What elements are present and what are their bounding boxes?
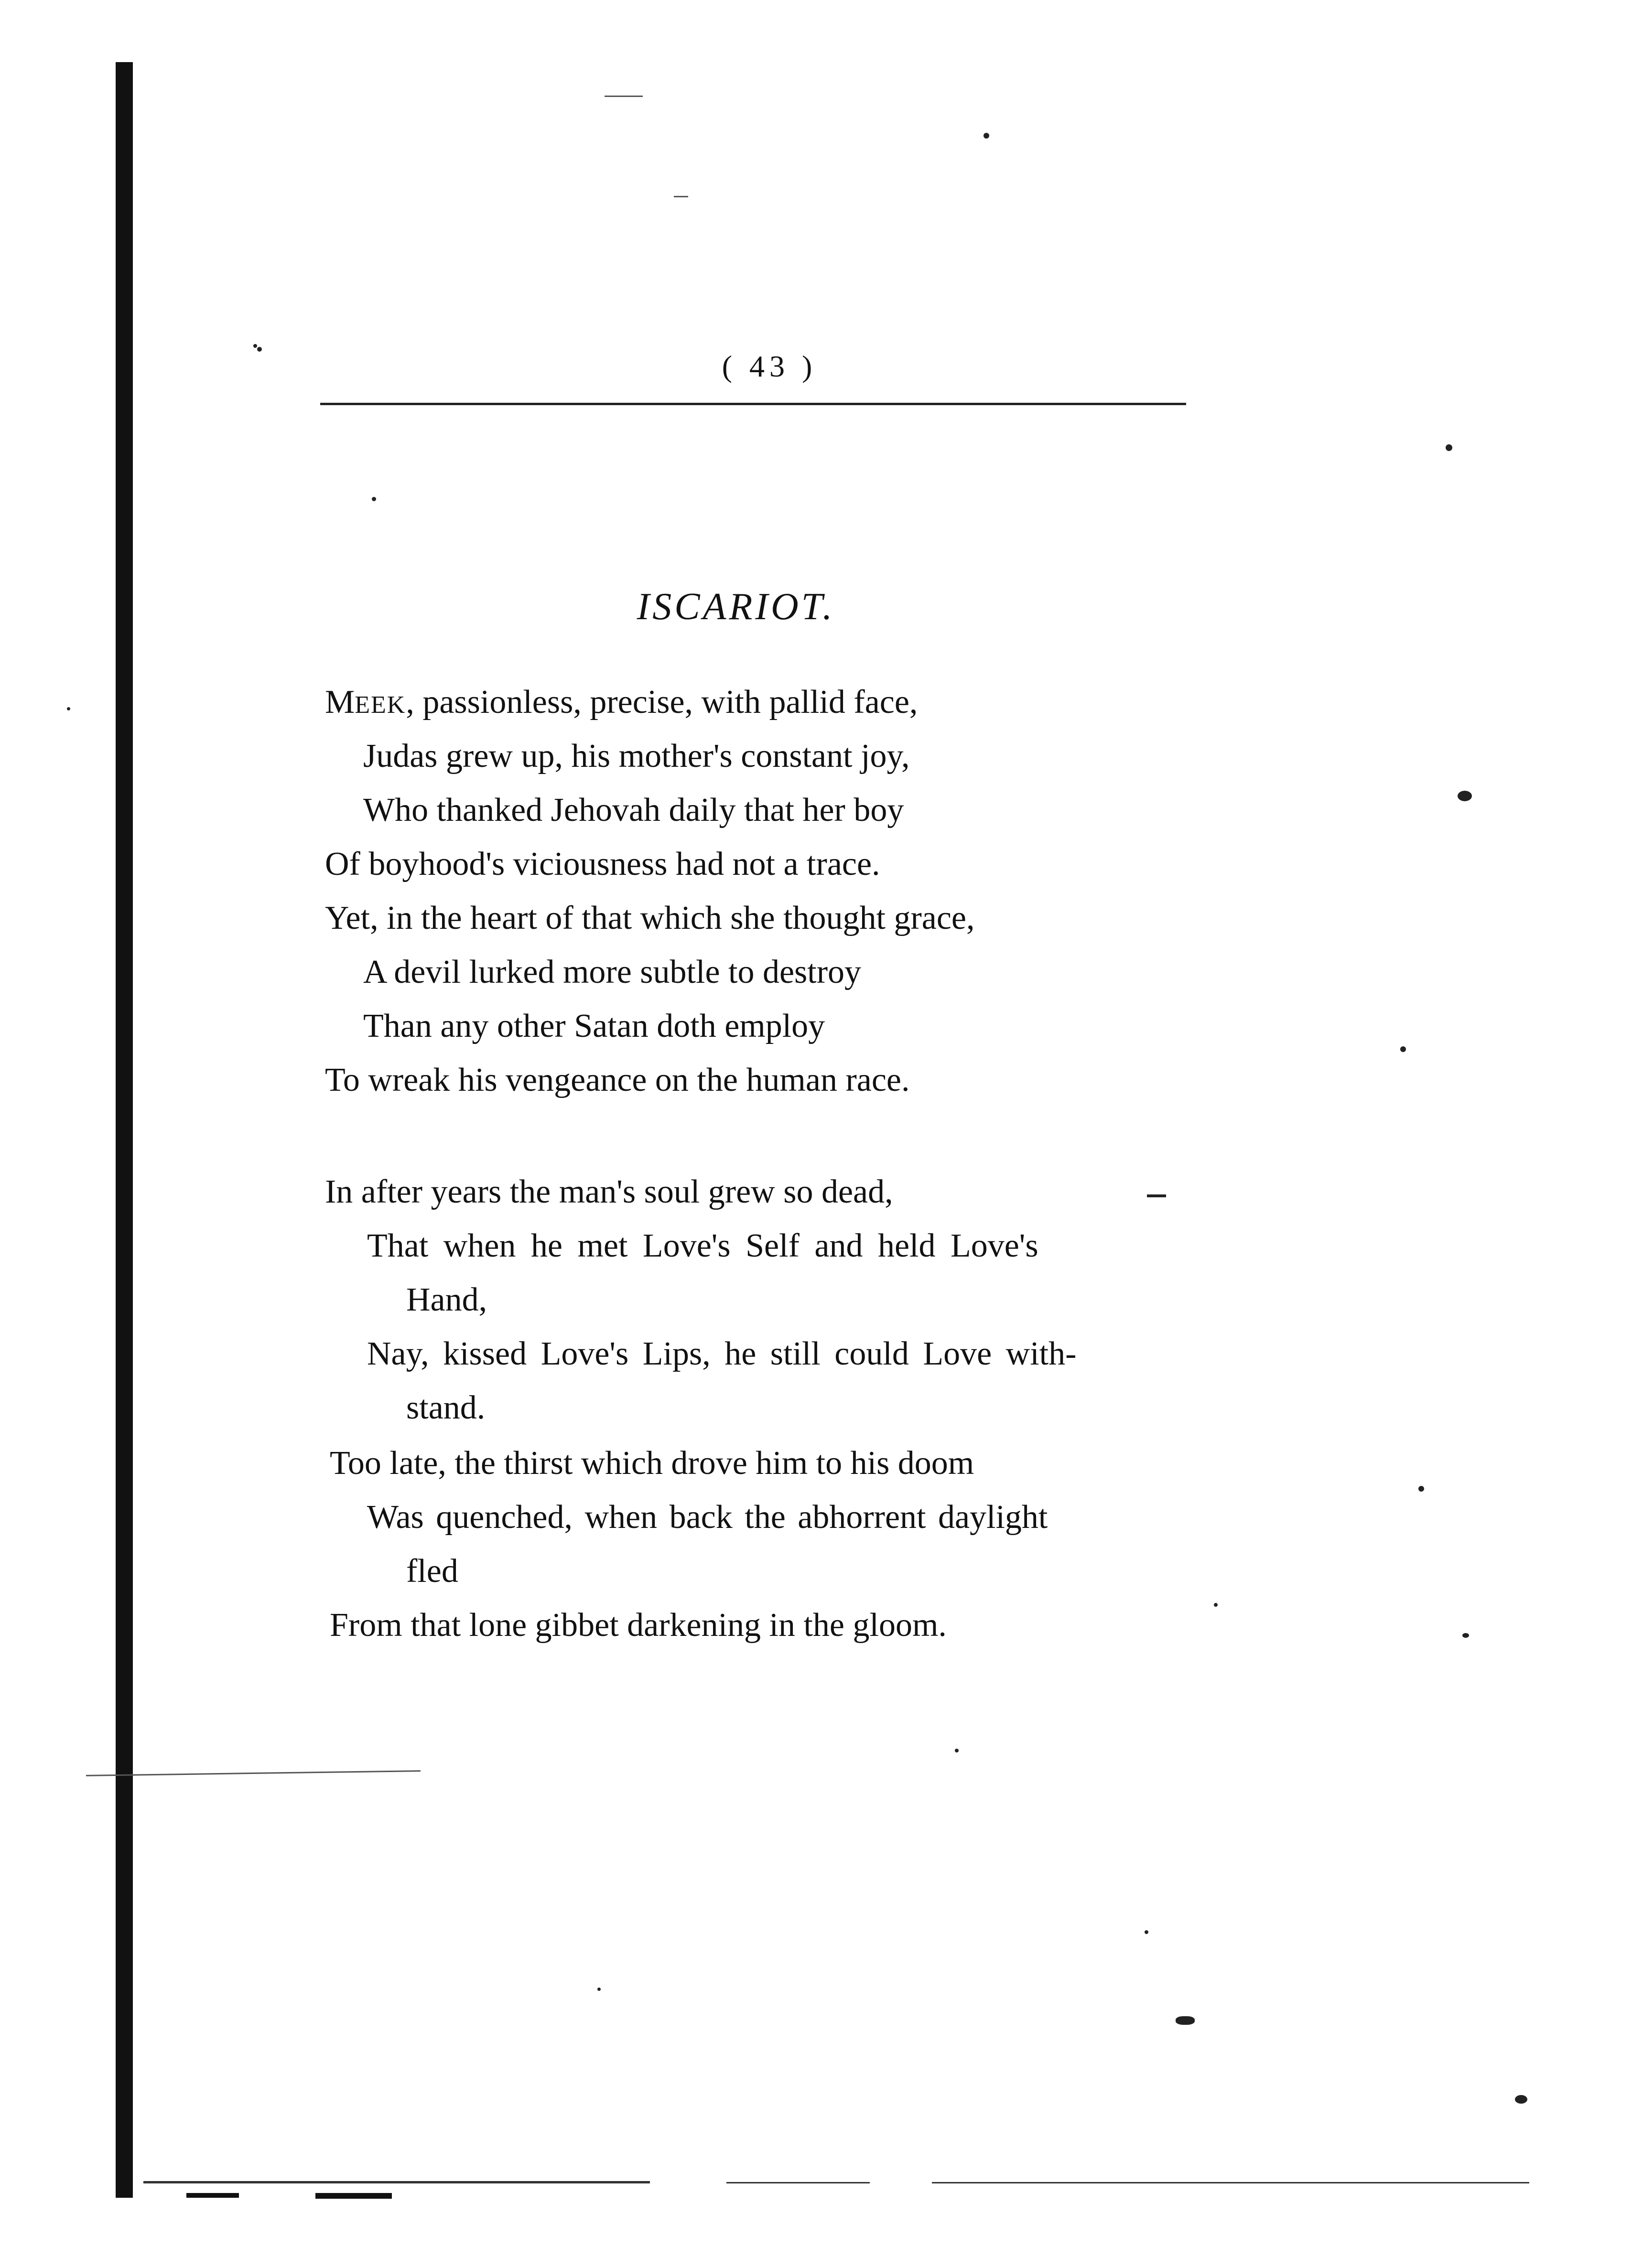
poem-line-2: Judas grew up, his mother's constant joy, <box>363 738 910 774</box>
bottom-scan-rule-left <box>143 2181 650 2183</box>
bottom-scan-rule-mid <box>726 2182 870 2183</box>
poem-line-9: In after years the man's soul grew so dead, <box>325 1173 893 1210</box>
scan-speck <box>1400 1046 1406 1052</box>
scan-blot <box>1176 2016 1195 2025</box>
scan-speck <box>257 347 262 352</box>
scan-speck <box>253 344 257 348</box>
poem-line-13-cont: fled <box>406 1553 458 1590</box>
scan-speck <box>597 1988 601 1991</box>
poem-line-1 <box>325 686 918 719</box>
bottom-scan-rule-right <box>932 2182 1529 2183</box>
poem-line-8: To wreak his vengeance on the human race. <box>325 1062 910 1098</box>
scan-speck <box>1446 444 1452 451</box>
scan-speck <box>67 707 70 710</box>
poem-line-1-text: , passionless, precise, with pallid face, <box>406 684 918 720</box>
poem-line-4: Of boyhood's viciousness had not a trace. <box>325 846 880 882</box>
poem-line-7: Than any other Satan doth employ <box>363 1008 825 1044</box>
scan-speck <box>1462 1633 1469 1638</box>
poem-line-12: Too late, the thirst which drove him to his doom <box>330 1445 974 1482</box>
poem-line-6: A devil lurked more subtle to destroy <box>363 954 862 990</box>
scan-speck <box>984 133 989 139</box>
small-caps-word: EEK <box>355 691 406 719</box>
scan-speck <box>955 1749 959 1752</box>
scan-speck <box>1418 1486 1424 1492</box>
scan-speck <box>1214 1603 1218 1607</box>
poem-line-3: Who thanked Jehovah daily that her boy <box>363 792 904 828</box>
scan-dash-arrow <box>1147 1194 1166 1197</box>
scan-stray-line <box>86 1770 421 1776</box>
bottom-scan-mark-1 <box>186 2193 239 2198</box>
scan-blot <box>1515 2095 1527 2104</box>
poem-line-11: Nay, kissed Love's Lips, he still could Love with- <box>367 1335 1077 1372</box>
scan-speck <box>1145 1930 1148 1934</box>
page-number: ( 43 ) <box>722 349 817 383</box>
scan-blot <box>1458 791 1472 801</box>
poem-line-10-cont: Hand, <box>406 1281 487 1318</box>
scan-dash-top <box>605 96 643 97</box>
poem-line-5: Yet, in the heart of that which she thought grace, <box>325 900 975 936</box>
binding-edge-shadow <box>116 62 133 2198</box>
poem-line-14: From that lone gibbet darkening in the gloom. <box>330 1607 947 1644</box>
header-rule <box>320 403 1186 405</box>
poem-title: ISCARIOT. <box>637 586 835 628</box>
bottom-scan-mark-2 <box>315 2193 392 2199</box>
scan-dash <box>674 196 688 197</box>
drop-cap: M <box>325 684 355 720</box>
poem-line-10: That when he met Love's Self and held Love's <box>367 1227 1038 1264</box>
poem-line-13: Was quenched, when back the abhorrent daylight <box>367 1499 1048 1536</box>
scan-speck <box>372 497 376 501</box>
poem-line-11-cont: stand. <box>406 1389 486 1426</box>
